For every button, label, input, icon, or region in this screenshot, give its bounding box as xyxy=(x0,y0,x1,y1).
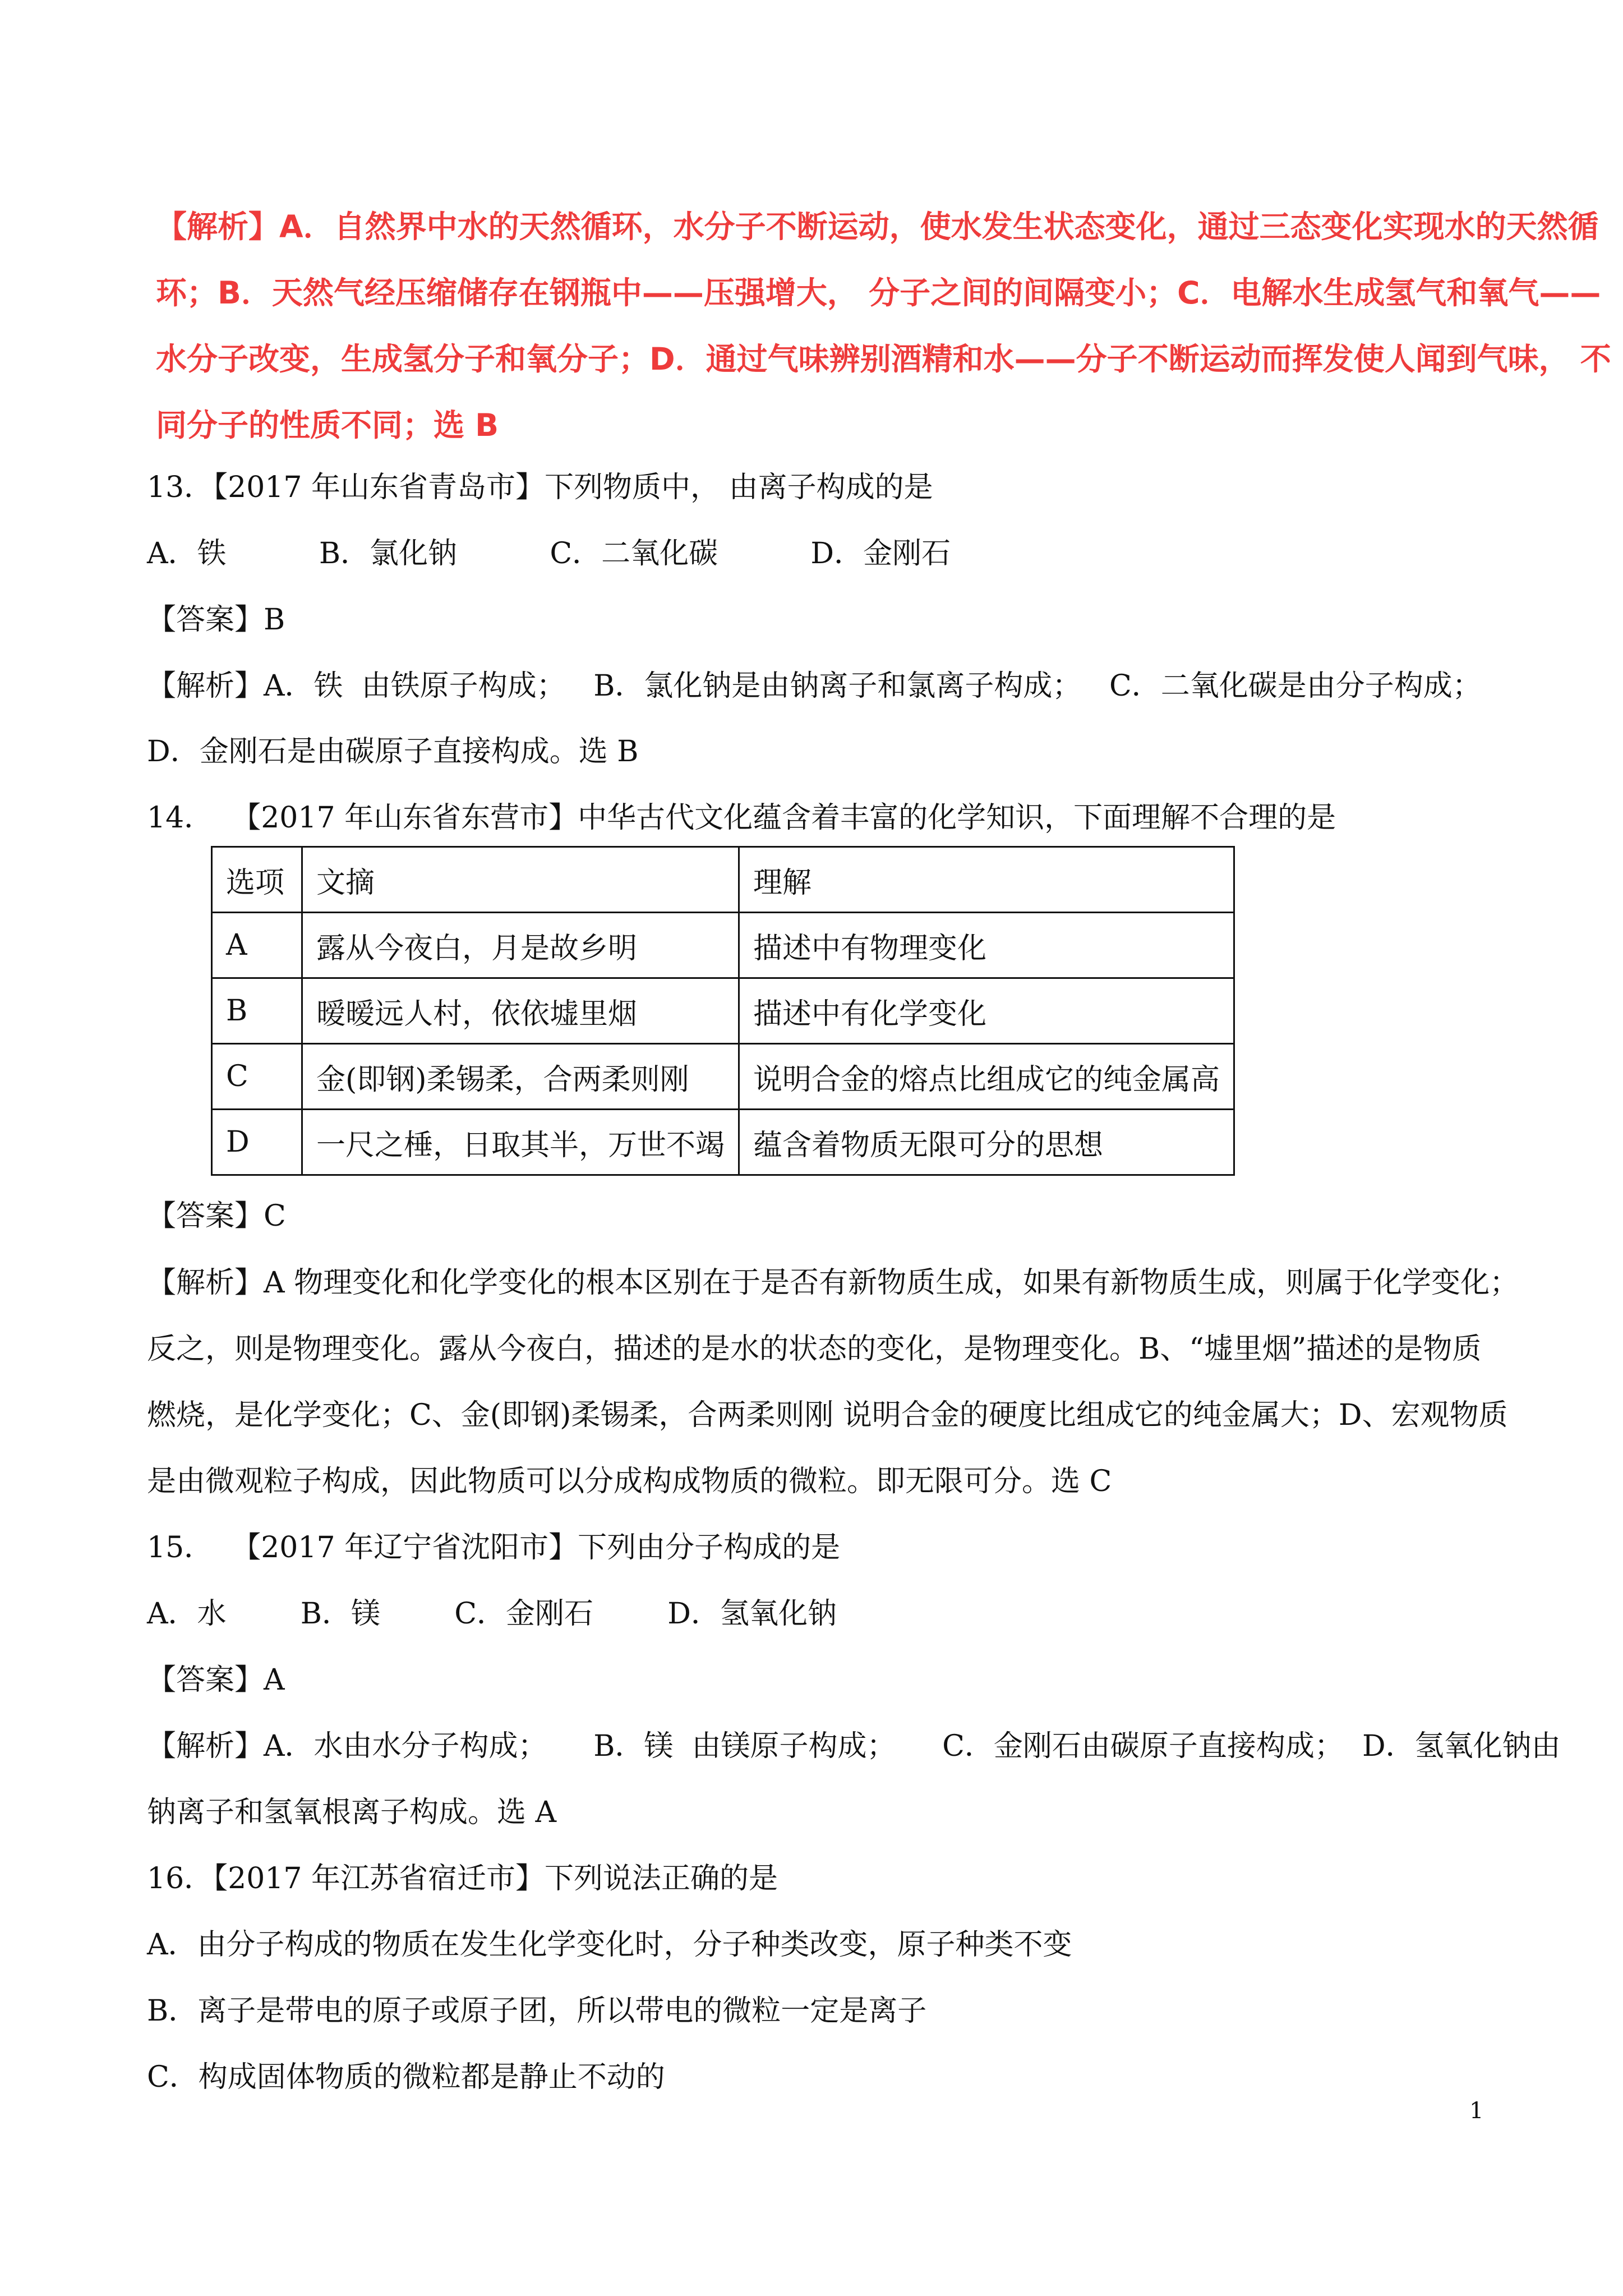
q13-explanation-line: D．金刚石是由碳原子直接构成。选 B xyxy=(147,735,639,769)
table-cell: 蕴含着物质无限可分的思想 xyxy=(739,1110,1234,1175)
table-header-cell: 选项 xyxy=(212,847,302,913)
q15-explanation-line: 【解析】A．水由水分子构成； B．镁 由镁原子构成； C．金刚石由碳原子直接构成； D．氢氧化钠由 xyxy=(147,1729,1561,1763)
q14-explanation-line: 反之，则是物理变化。露从今夜白，描述的是水的状态的变化，是物理变化。B、“墟里烟”描述的是物质 xyxy=(147,1332,1482,1366)
q16-question: 16．【2017 年江苏省宿迁市】下列说法正确的是 xyxy=(147,1862,778,1895)
q15-options: A．水 B．镁 C．金刚石 D．氢氧化钠 xyxy=(147,1597,837,1631)
q14-question: 14． 【2017 年山东省东营市】中华古代文化蕴含着丰富的化学知识，下面理解不合理的是 xyxy=(147,801,1336,835)
table-cell: B xyxy=(212,978,302,1044)
explanation-line: 【解析】A．自然界中水的天然循环，水分子不断运动，使水发生状态变化，通过三态变化实现水的天然循 xyxy=(156,209,1599,245)
table-cell: A xyxy=(212,913,302,978)
q13-answer: 【答案】B xyxy=(147,603,285,637)
q16-option: B．离子是带电的原子或原子团，所以带电的微粒一定是离子 xyxy=(147,1994,927,2028)
table-cell: 一尺之棰，日取其半，万世不竭 xyxy=(302,1110,739,1175)
table-header-row xyxy=(212,847,1234,913)
table-cell: 描述中有化学变化 xyxy=(739,978,1234,1044)
table-header-cell: 文摘 xyxy=(302,847,739,913)
table-cell: 暧暧远人村，依依墟里烟 xyxy=(302,978,739,1044)
previous-explanation xyxy=(156,194,1611,458)
q14-table xyxy=(211,846,1235,1176)
explanation-line: 水分子改变，生成氢分子和氧分子；D．通过气味辨别酒精和水——分子不断运动而挥发使人闻到气味， 不 xyxy=(156,341,1611,377)
table-cell: 描述中有物理变化 xyxy=(739,913,1234,978)
explanation-line: 环；B．天然气经压缩储存在钢瓶中——压强增大， 分子之间的间隔变小；C．电解水生成氢气和氧气—— xyxy=(156,275,1601,311)
table-row xyxy=(212,913,1234,978)
table-header-cell: 理解 xyxy=(739,847,1234,913)
q16-option: A．由分子构成的物质在发生化学变化时，分子种类改变，原子种类不变 xyxy=(147,1928,1072,1962)
table-cell: 说明合金的熔点比组成它的纯金属高 xyxy=(739,1044,1234,1110)
table-cell: 露从今夜白，月是故乡明 xyxy=(302,913,739,978)
table-cell: 金(即钢)柔锡柔，合两柔则刚 xyxy=(302,1044,739,1110)
table-row xyxy=(212,978,1234,1044)
explanation-line: 同分子的性质不同；选 B xyxy=(156,407,499,443)
table-row xyxy=(212,1110,1234,1175)
q14-explanation-line: 【解析】A 物理变化和化学变化的根本区别在于是否有新物质生成，如果有新物质生成，则属于化学变化； xyxy=(147,1266,1519,1300)
table-row xyxy=(212,1044,1234,1110)
q13-question: 13．【2017 年山东省青岛市】下列物质中， 由离子构成的是 xyxy=(147,471,933,504)
table-cell: D xyxy=(212,1110,302,1175)
page-number: 1 xyxy=(1469,2098,1484,2124)
q13-options: A．铁 B．氯化钠 C．二氧化碳 D．金刚石 xyxy=(147,537,951,570)
q14-explanation-line: 燃烧，是化学变化；C、金(即钢)柔锡柔，合两柔则刚 说明合金的硬度比组成它的纯金属大；D、宏观物质 xyxy=(147,1398,1508,1432)
q15-answer: 【答案】A xyxy=(147,1663,285,1697)
q15-question: 15． 【2017 年辽宁省沈阳市】下列由分子构成的是 xyxy=(147,1531,841,1565)
table-cell: C xyxy=(212,1044,302,1110)
q13-explanation-line: 【解析】A．铁 由铁原子构成； B．氯化钠是由钠离子和氯离子构成； C．二氧化碳是由分子构成； xyxy=(147,669,1482,703)
q15-explanation-line: 钠离子和氢氧根离子构成。选 A xyxy=(147,1796,557,1829)
q14-explanation-line: 是由微观粒子构成，因此物质可以分成构成物质的微粒。即无限可分。选 C xyxy=(147,1465,1112,1498)
q14-answer: 【答案】C xyxy=(147,1199,286,1233)
q16-option: C．构成固体物质的微粒都是静止不动的 xyxy=(147,2060,665,2094)
